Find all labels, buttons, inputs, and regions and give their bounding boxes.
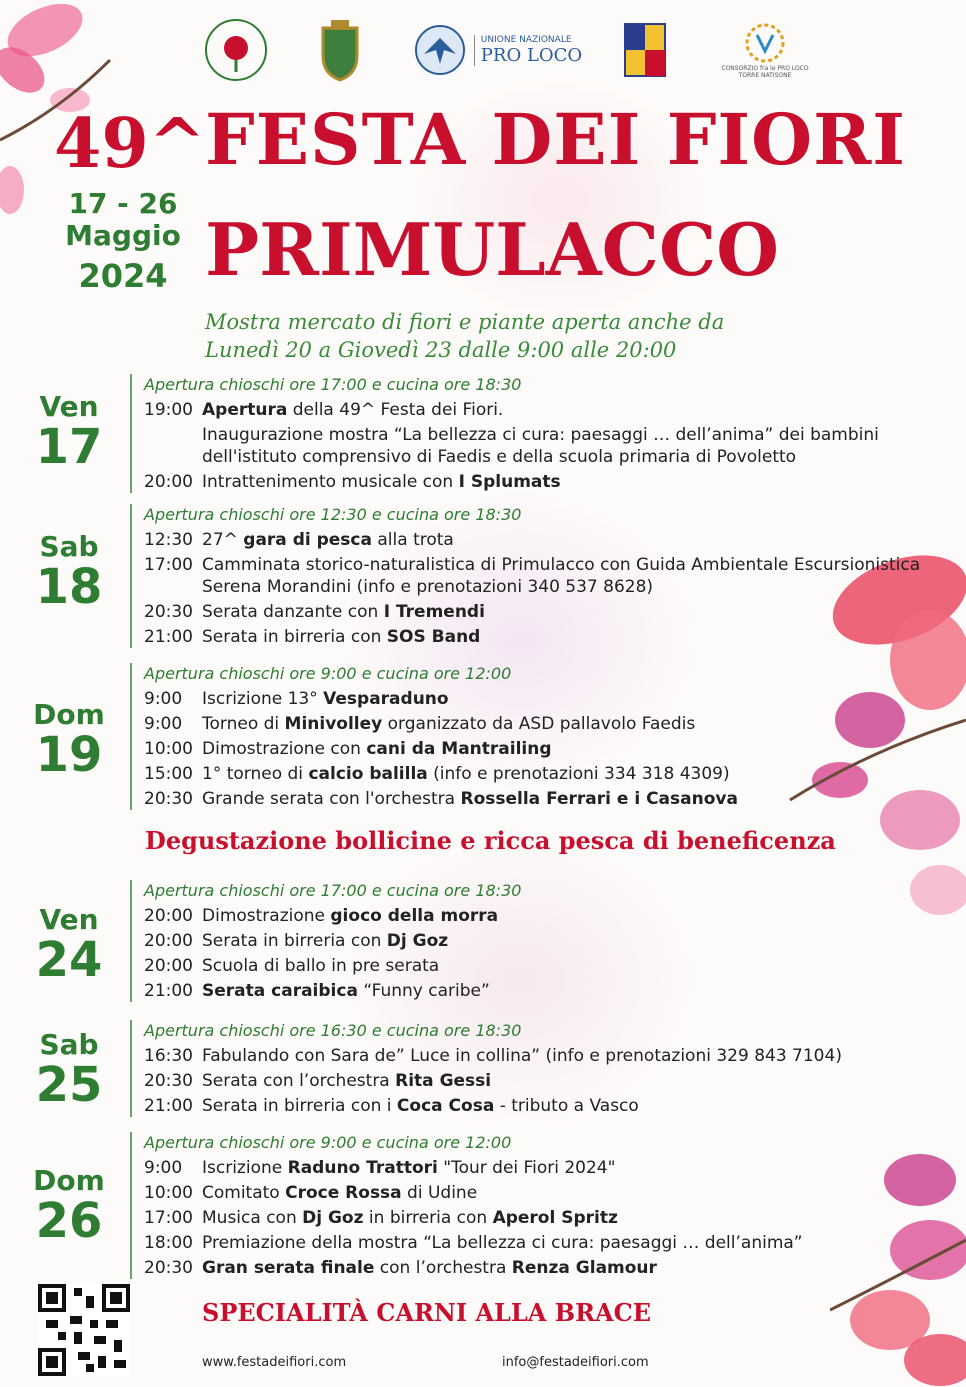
event-description: Premiazione della mostra “La bellezza ci cura: paesaggi … dell’anima”	[202, 1233, 803, 1253]
event-description: Camminata storico-naturalistica di Primulacco con Guida Ambientale Escursionistica Serena Morandini (info e prenotazioni 340 537 8628)	[202, 555, 921, 597]
date-year: 2024	[78, 257, 168, 295]
event-time: 10:00	[144, 739, 193, 759]
event-description: Serata in birreria con i Coca Cosa - tributo a Vasco	[202, 1096, 639, 1116]
opening-hours: Apertura chioschi ore 16:30 e cucina ore 18:30	[144, 1021, 522, 1040]
event-time	[144, 424, 202, 468]
event-time: 20:00	[144, 956, 193, 976]
unione-line2: PRO LOCO	[480, 44, 583, 66]
opening-hours: Apertura chioschi ore 9:00 e cucina ore 12:00	[144, 1133, 512, 1152]
logo-unione-nazionale-pro-loco	[408, 18, 588, 82]
event-description: Torneo di Minivolley organizzato da ASD pallavolo Faedis	[202, 714, 696, 734]
eagle-globe-icon	[414, 24, 466, 76]
event-time: 20:30	[144, 1071, 193, 1091]
event-row	[144, 1045, 924, 1067]
day-label	[30, 1164, 108, 1249]
day-schedule	[130, 663, 924, 810]
event-description: Serata danzante con I Tremendi	[202, 602, 485, 622]
festival-title: FESTA DEI FIORI	[205, 98, 907, 181]
event-time: 17:00	[144, 1208, 193, 1228]
day-label	[30, 390, 108, 475]
event-row	[144, 980, 924, 1002]
event-row	[144, 529, 924, 551]
day-number: 24	[35, 932, 103, 988]
day-number: 19	[35, 727, 103, 783]
logo-regional-crest	[620, 18, 670, 82]
event-time: 20:00	[144, 472, 193, 492]
event-time: 21:00	[144, 981, 193, 1001]
regional-shield-icon	[623, 22, 667, 78]
event-time: 17:00	[144, 555, 193, 575]
opening-hours: Apertura chioschi ore 17:00 e cucina ore 18:30	[144, 375, 522, 394]
day-name: Ven	[39, 390, 99, 423]
event-description: Dimostrazione con cani da Mantrailing	[202, 739, 552, 759]
event-row	[144, 424, 924, 468]
day-label	[30, 698, 108, 783]
event-row	[144, 905, 924, 927]
day-number: 17	[35, 419, 103, 475]
day-schedule	[130, 374, 924, 493]
day-schedule	[130, 1020, 924, 1117]
consorzio-circle-icon	[743, 21, 787, 65]
consorzio-text: CONSORZIO fra le PRO LOCO TORRE NATISONE	[721, 65, 809, 79]
festival-location: PRIMULACCO	[205, 207, 779, 292]
event-description: Serata con l’orchestra Rita Gessi	[202, 1071, 492, 1091]
footer-website[interactable]: www.festadeifiori.com	[202, 1355, 347, 1370]
event-time: 20:00	[144, 906, 193, 926]
event-row	[144, 763, 924, 785]
event-row	[144, 399, 924, 421]
event-row	[144, 688, 924, 710]
day-schedule	[130, 1132, 924, 1279]
qr-code[interactable]	[38, 1284, 130, 1376]
event-description: Intrattenimento musicale con I Splumats	[202, 472, 561, 492]
event-row	[144, 930, 924, 952]
event-row	[144, 1232, 924, 1254]
event-time: 20:30	[144, 602, 193, 622]
event-row	[144, 1157, 924, 1179]
event-row	[144, 601, 924, 623]
event-description: Gran serata finale con l’orchestra Renza Glamour	[202, 1258, 657, 1278]
day-name: Ven	[39, 903, 99, 936]
day-number: 18	[35, 559, 103, 615]
day-name: Dom	[33, 698, 105, 731]
bottom-banner: SPECIALITÀ CARNI ALLA BRACE	[202, 1298, 652, 1327]
day-number: 25	[35, 1057, 103, 1113]
event-description: Serata in birreria con SOS Band	[202, 627, 481, 647]
event-time: 9:00	[144, 689, 183, 709]
event-time: 20:30	[144, 1258, 193, 1278]
event-description: 1° torneo di calcio balilla (info e prenotazioni 334 318 4309)	[202, 764, 730, 784]
day-name: Sab	[39, 530, 99, 563]
date-range: 17 - 26	[68, 187, 178, 220]
event-row	[144, 1207, 924, 1229]
opening-hours: Apertura chioschi ore 9:00 e cucina ore 12:00	[144, 664, 512, 683]
day-label	[30, 1028, 108, 1113]
event-row	[144, 554, 924, 598]
day-label	[30, 903, 108, 988]
event-row	[144, 1257, 924, 1279]
event-row	[144, 1182, 924, 1204]
date-block	[58, 187, 188, 295]
event-description: Serata in birreria con Dj Goz	[202, 931, 449, 951]
event-row	[144, 955, 924, 977]
logo-comune-crest	[312, 18, 368, 82]
day-name: Dom	[33, 1164, 105, 1197]
coat-of-arms-icon	[315, 18, 365, 82]
event-description: Serata caraibica “Funny caribe”	[202, 981, 490, 1001]
intro-line2: Lunedì 20 a Giovedì 23 dalle 9:00 alle 20:00	[205, 338, 677, 362]
event-description: Fabulando con Sara de” Luce in collina” (info e prenotazioni 329 843 7104)	[202, 1046, 842, 1066]
event-time: 15:00	[144, 764, 193, 784]
event-description: Inaugurazione mostra “La bellezza ci cura: paesaggi … dell’anima” dei bambini dell'istituto comprensivo di Faedis e della scuola primaria di Povoletto	[202, 425, 879, 467]
proloco-primulacco-logo-icon	[204, 18, 268, 82]
day-label	[30, 530, 108, 615]
event-description: Iscrizione Raduno Trattori "Tour dei Fiori 2024"	[202, 1158, 616, 1178]
intro-line1: Mostra mercato di fiori e piante aperta anche da	[205, 310, 725, 334]
day-schedule	[130, 504, 924, 648]
date-month: Maggio	[65, 219, 181, 252]
event-description: Grande serata con l'orchestra Rossella Ferrari e i Casanova	[202, 789, 738, 809]
event-time: 10:00	[144, 1183, 193, 1203]
event-time: 20:00	[144, 931, 193, 951]
event-row	[144, 626, 924, 648]
day-number: 26	[35, 1193, 103, 1249]
event-description: Dimostrazione gioco della morra	[202, 906, 499, 926]
event-description: Musica con Dj Goz in birreria con Aperol Spritz	[202, 1208, 618, 1228]
day-name: Sab	[39, 1028, 99, 1061]
event-time: 21:00	[144, 627, 193, 647]
event-row	[144, 1095, 924, 1117]
event-time: 16:30	[144, 1046, 193, 1066]
event-description: 27^ gara di pesca alla trota	[202, 530, 454, 550]
event-description: Comitato Croce Rossa di Udine	[202, 1183, 478, 1203]
event-time: 19:00	[144, 400, 193, 420]
event-time: 9:00	[144, 1158, 183, 1178]
logo-proloco-primulacco	[200, 18, 272, 82]
event-row	[144, 738, 924, 760]
edition-number: 49^	[54, 104, 206, 184]
event-row	[144, 788, 924, 810]
logo-consorzio	[710, 18, 820, 82]
event-time: 21:00	[144, 1096, 193, 1116]
footer-email[interactable]: info@festadeifiori.com	[502, 1355, 649, 1370]
event-time: 12:30	[144, 530, 193, 550]
unione-line1: UNIONE NAZIONALE	[480, 34, 572, 45]
event-time: 20:30	[144, 789, 193, 809]
event-row	[144, 1070, 924, 1092]
day-schedule	[130, 880, 924, 1002]
opening-hours: Apertura chioschi ore 12:30 e cucina ore 18:30	[144, 505, 522, 524]
intro-text	[205, 308, 724, 364]
mid-banner: Degustazione bollicine e ricca pesca di beneficenza	[145, 826, 836, 855]
event-row	[144, 471, 924, 493]
event-row	[144, 713, 924, 735]
opening-hours: Apertura chioschi ore 17:00 e cucina ore 18:30	[144, 881, 522, 900]
event-time: 18:00	[144, 1233, 193, 1253]
event-description: Iscrizione 13° Vesparaduno	[202, 689, 449, 709]
event-description: Apertura della 49^ Festa dei Fiori.	[202, 400, 504, 420]
event-description: Scuola di ballo in pre serata	[202, 956, 440, 976]
event-time: 9:00	[144, 714, 183, 734]
